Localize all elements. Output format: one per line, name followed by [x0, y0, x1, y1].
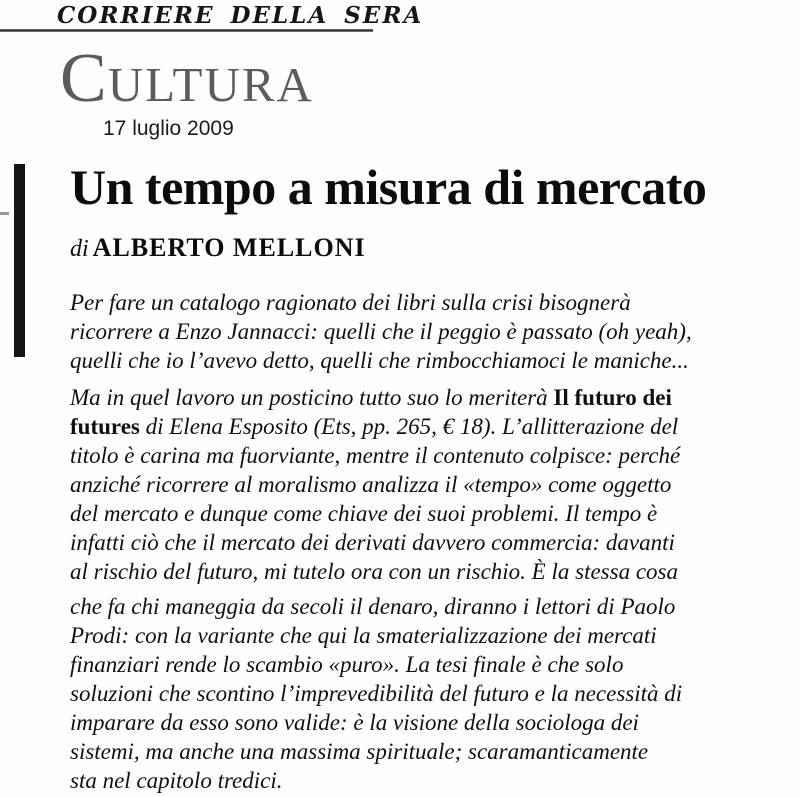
text-segment: Ma in quel lavoro un posticino tutto suo lo meriterà [70, 385, 554, 410]
section-title-initial: C [60, 40, 108, 117]
text-line: Per fare un catalogo ragionato dei libri sulla crisi bisognerà [70, 290, 631, 315]
text-line: finanziari rende lo scambio «puro». La tesi finale è che solo [70, 652, 624, 677]
paragraph-3 [70, 592, 790, 795]
paragraph-2 [70, 383, 790, 586]
paragraph-1 [70, 288, 790, 375]
masthead-title: CORRIERE DELLA SERA [57, 2, 424, 29]
text-line: titolo è carina ma fuorviante, mentre il contenuto colpisce: perché [70, 443, 681, 468]
dateline: 17 luglio 2009 [103, 117, 234, 140]
text-segment: di Elena Esposito (Ets, pp. 265, € 18). L’allitterazione del [139, 414, 679, 439]
scan-artifact [0, 212, 9, 215]
text-line: imparare da esso sono valide: è la visione della sociologa dei [70, 710, 639, 735]
section-title-rest: ULTURA [107, 57, 314, 112]
text-line: infatti ciò che il mercato dei derivati davvero commercia: davanti [70, 530, 675, 555]
text-line: anziché ricorrere al moralismo analizza il «tempo» come oggetto [70, 472, 672, 497]
section-title [60, 40, 314, 117]
byline-prefix: di [70, 236, 89, 262]
article-headline: Un tempo a misura di mercato [70, 159, 707, 215]
masthead-rule [0, 29, 373, 32]
text-line: che fa chi maneggia da secoli il denaro, diranno i lettori di Paolo [70, 594, 676, 619]
text-line: Prodi: con la variante che qui la smaterializzazione dei mercati [70, 623, 657, 648]
article [70, 156, 790, 795]
book-title-segment: Il futuro dei [553, 385, 672, 410]
byline-author: ALBERTO MELLONI [92, 233, 366, 262]
left-rule-bar [14, 164, 25, 357]
article-byline [70, 233, 790, 267]
text-line: quelli che io l’avevo detto, quelli che rimbocchiamoci le maniche... [70, 348, 689, 373]
book-title-segment: futures [70, 414, 140, 439]
text-line: sistemi, ma anche una massima spirituale; scaramanticamente [70, 739, 649, 764]
text-line: ricorrere a Enzo Jannacci: quelli che il peggio è passato (oh yeah), [70, 319, 692, 344]
text-line: del mercato e dunque come chiave dei suoi problemi. Il tempo è [70, 501, 658, 526]
text-line [70, 412, 790, 441]
article-body [70, 288, 790, 795]
text-line: sta nel capitolo tredici. [70, 768, 283, 793]
text-line: al rischio del futuro, mi tutelo ora con un rischio. È la stessa cosa [70, 559, 678, 584]
text-line: soluzioni che scontino l’imprevedibilità del futuro e la necessità di [70, 681, 683, 706]
text-line [70, 383, 790, 412]
